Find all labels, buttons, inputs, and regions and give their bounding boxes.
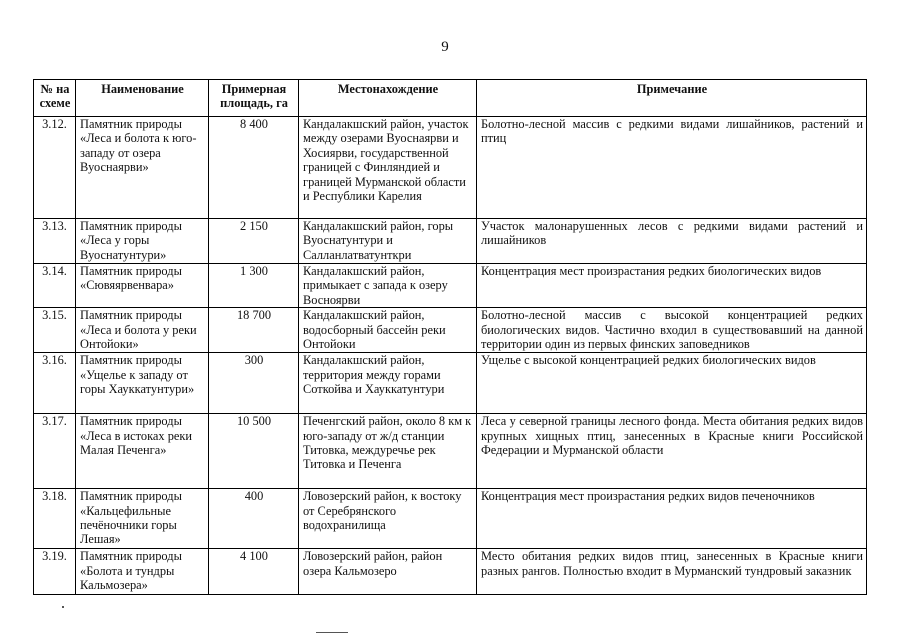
row-num: 3.18. bbox=[34, 489, 76, 549]
row-location: Печенгский район, около 8 км к юго-западу от ж/д станции Титовка, междуречье рек Титовка и Печенга bbox=[299, 414, 477, 489]
row-note: Место обитания редких видов птиц, занесенных в Красные книги разных рангов. Полностью входит в Мурманский тундровый заказник bbox=[477, 549, 867, 595]
row-note: Болотно-лесной массив с высокой концентрацией редких биологических видов. Частично входил в существовавший на данной территории один из первых финских заповедников bbox=[477, 308, 867, 353]
row-num: 3.16. bbox=[34, 353, 76, 414]
row-num: 3.12. bbox=[34, 117, 76, 219]
page-number: 9 bbox=[441, 39, 449, 55]
row-area: 4 100 bbox=[209, 549, 299, 595]
table-row bbox=[34, 219, 867, 264]
table-row bbox=[34, 414, 867, 489]
row-num: 3.13. bbox=[34, 219, 76, 264]
protected-areas-table bbox=[33, 79, 867, 595]
row-location: Ловозерский район, к востоку от Серебрянского водохранилища bbox=[299, 489, 477, 549]
row-name: Памятник природы «Леса и болота к юго-западу от озера Вуоснаярви» bbox=[76, 117, 209, 219]
row-num: 3.17. bbox=[34, 414, 76, 489]
row-area: 300 bbox=[209, 353, 299, 414]
row-note: Ущелье с высокой концентрацией редких биологических видов bbox=[477, 353, 867, 414]
row-name: Памятник природы «Кальцефильные печёночники горы Лешая» bbox=[76, 489, 209, 549]
row-name: Памятник природы «Сювяярвенвара» bbox=[76, 264, 209, 308]
row-name: Памятник природы «Леса в истоках реки Малая Печенга» bbox=[76, 414, 209, 489]
row-num: 3.14. bbox=[34, 264, 76, 308]
header-area: Примерная площадь, га bbox=[209, 80, 299, 117]
row-area: 10 500 bbox=[209, 414, 299, 489]
row-location: Кандалакшский район, участок между озерами Вуоснаярви и Хосиярви, государственной границей с Финляндией и границей Мурманской области и Республики Карелия bbox=[299, 117, 477, 219]
table-header-row bbox=[34, 80, 867, 117]
row-location: Кандалакшский район, территория между горами Соткойва и Хауккатунтури bbox=[299, 353, 477, 414]
header-num: № на схеме bbox=[34, 80, 76, 117]
row-area: 8 400 bbox=[209, 117, 299, 219]
table-row bbox=[34, 549, 867, 595]
table-row bbox=[34, 353, 867, 414]
row-note: Участок малонарушенных лесов с редкими видами растений и лишайников bbox=[477, 219, 867, 264]
row-name: Памятник природы «Леса и болота у реки Онтойоки» bbox=[76, 308, 209, 353]
row-area: 18 700 bbox=[209, 308, 299, 353]
row-note: Концентрация мест произрастания редких видов печеночников bbox=[477, 489, 867, 549]
table-row bbox=[34, 489, 867, 549]
row-num: 3.15. bbox=[34, 308, 76, 353]
row-name: Памятник природы «Леса у горы Вуоснатунтури» bbox=[76, 219, 209, 264]
row-location: Кандалакшский район, горы Вуоснатунтури и Салланлатватунткри bbox=[299, 219, 477, 264]
row-area: 2 150 bbox=[209, 219, 299, 264]
row-location: Кандалакшский район, водосборный бассейн реки Онтойоки bbox=[299, 308, 477, 353]
header-name: Наименование bbox=[76, 80, 209, 117]
row-area: 400 bbox=[209, 489, 299, 549]
row-note: Болотно-лесной массив с редкими видами лишайников, растений и птиц bbox=[477, 117, 867, 219]
row-name: Памятник природы «Болота и тундры Кальмозера» bbox=[76, 549, 209, 595]
table-row bbox=[34, 308, 867, 353]
row-num: 3.19. bbox=[34, 549, 76, 595]
row-name: Памятник природы «Ущелье к западу от горы Хауккатунтури» bbox=[76, 353, 209, 414]
header-location: Местонахождение bbox=[299, 80, 477, 117]
row-area: 1 300 bbox=[209, 264, 299, 308]
row-note: Концентрация мест произрастания редких биологических видов bbox=[477, 264, 867, 308]
table-row bbox=[34, 264, 867, 308]
row-location: Кандалакшский район, примыкает с запада к озеру Восноярви bbox=[299, 264, 477, 308]
row-location: Ловозерский район, район озера Кальмозеро bbox=[299, 549, 477, 595]
footer-rule bbox=[316, 632, 348, 633]
scan-artifact bbox=[62, 606, 64, 608]
row-note: Леса у северной границы лесного фонда. Места обитания редких видов крупных хищных птиц, занесенных в Красные книги Российской Федерации и Мурманской области bbox=[477, 414, 867, 489]
header-note: Примечание bbox=[477, 80, 867, 117]
table-row bbox=[34, 117, 867, 219]
